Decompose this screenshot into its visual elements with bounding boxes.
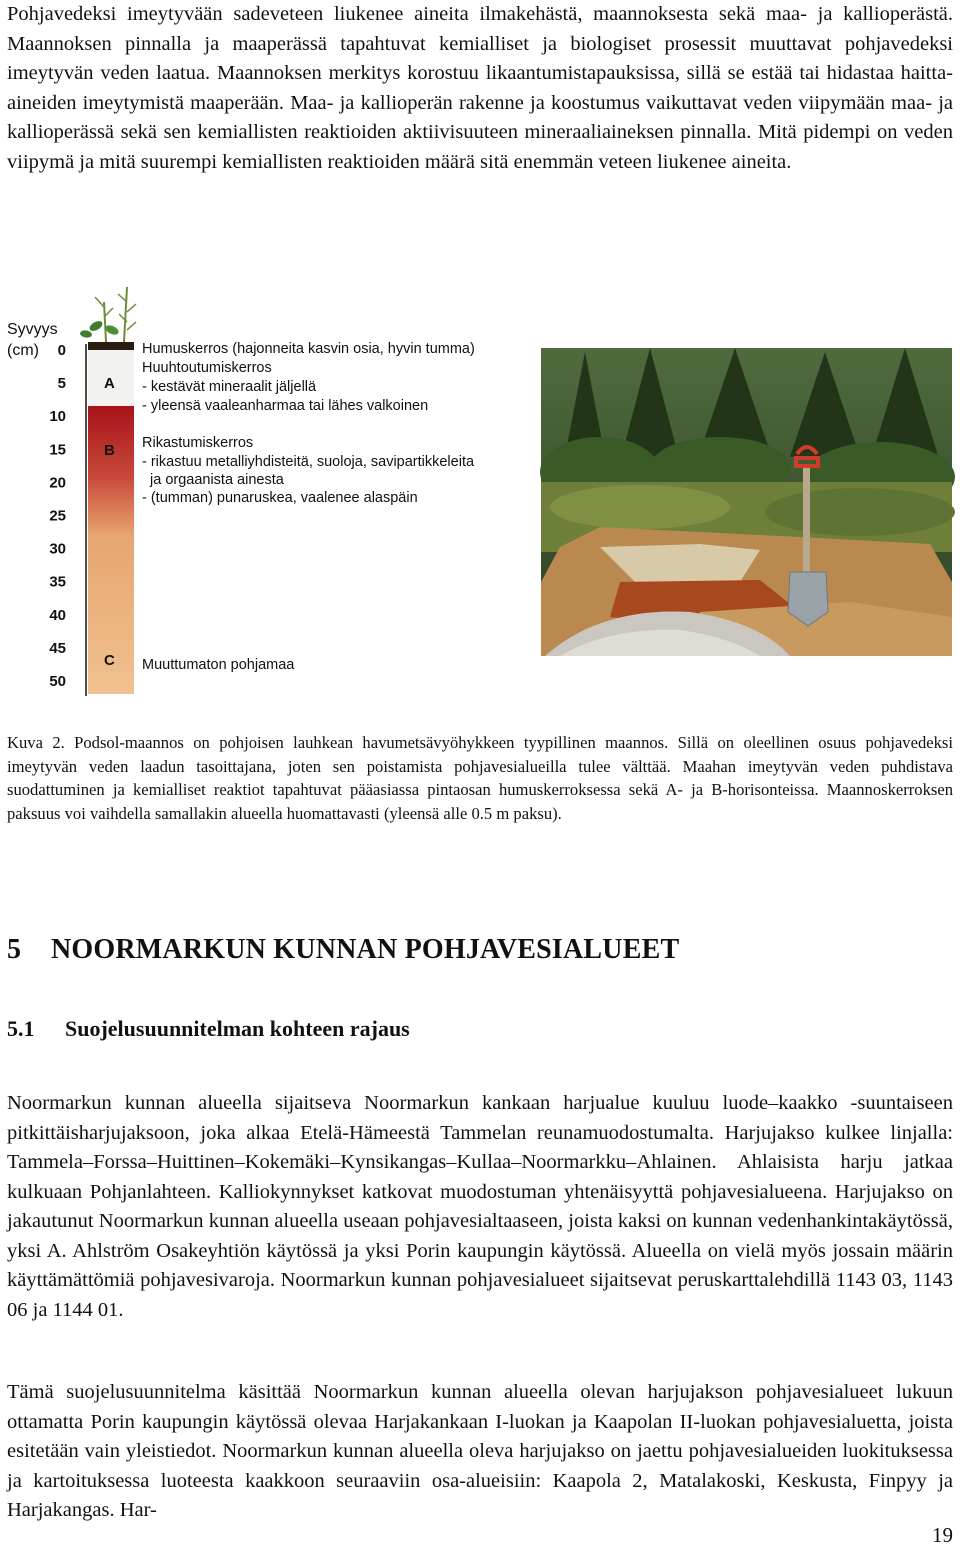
label-parent-material: Muuttumaton pohjamaa xyxy=(142,657,295,673)
depth-axis-title: Syvyys xyxy=(7,321,58,338)
subsection-title: Suojelusuunnitelman kohteen rajaus xyxy=(65,1016,410,1041)
subsection-heading xyxy=(7,1016,410,1042)
label-illuvial-line1: - rikastuu metalliyhdisteitä, suoloja, savipartikkeleita xyxy=(142,454,475,470)
section-number: 5 xyxy=(7,934,22,965)
body-paragraph-2: Tämä suojelusuunnitelma käsittää Noormarkun kunnan alueella olevan harjujakson pohjavesialueet lukuun ottamatta Porin kaupungin käytössä olevaa Harjakankaan I-luokan ja Kaapolan II-luokan pohjavesialuetta, joista esitetään vain yleistiedot. Noormarkun kunnan alueella oleva harjujakso on jaettu pohjavesialueiden luokituksessa ja kartoituksessa luoteesta kaakkoon seuraaviin osa-alueisiin: Kaapola 2, Matalakoski, Keskusta, Finpyy ja Harjakangas. Har- xyxy=(7,1381,953,1521)
page-number: 19 xyxy=(932,1523,953,1547)
seedling-icon xyxy=(79,287,136,342)
depth-ticks xyxy=(49,342,66,690)
label-illuvial-title: Rikastumiskerros xyxy=(142,435,254,451)
illuvial-layer xyxy=(88,406,134,536)
soil-pit-photo xyxy=(540,348,955,656)
figure-caption: Kuva 2. Podsol-maannos on pohjoisen lauhkean havumetsävyöhykkeen tyypillinen maannos. Sillä on oleellinen osuus pohjavedeksi imeytyvän veden laadun tasoittajana, joten sen poistamista pohjavesialueilla tulee välttää. Maahan imeytyvän veden puhdistava suodattuminen ja kemialliset reaktiot tapahtuvat pääasiassa pintaosan humuskerroksessa sekä A- ja B-horisonteissa. Maannoskerroksen paksuus voi vaihdella samallakin alueella huomattavasti (yleensä alle 0.5 m paksu). xyxy=(7,733,953,823)
depth-tick-label: 50 xyxy=(49,673,66,690)
section-title: NOORMARKUN KUNNAN POHJAVESIALUEET xyxy=(51,934,680,965)
label-eluvial-title: Huuhtoutumiskerros xyxy=(142,360,272,376)
depth-tick-label: 45 xyxy=(49,639,66,657)
parent-material-layer xyxy=(88,536,134,694)
body-paragraph-1: Noormarkun kunnan alueella sijaitseva Noormarkun kankaan harjualue kuuluu luode–kaakko -suuntaiseen pitkittäisharjujaksoon, joka alkaa Etelä-Hämeestä Tammelan reunamuodostumalta. Harjujakso kulkee linjalla: Tammela–Forssa–Huittinen–Kokemäki–Kynsikangas–Kullaa–Noormarkku–Ahlainen. Ahlaisista harju jatkaa kulkuaan Pohjanlahteen. Kalliokynnykset katkovat muodostuman yhtenäisyyttä pohjavesialueena. Harjujakso on jakautunut Noormarkun kunnan alueella useaan pohjavesialtaaseen, joista kaksi on kunnan vedenhankintakäytössä, yksi A. Ahlström Osakeyhtiön käytössä ja yksi Porin kaupungin käytössä. Alueella on vielä myös jossain määrin käyttämättömiä pohjavesivaroja. Noormarkun kunnan pohjavesialueet sijaitsevat peruskarttalehdillä 1143 03, 1143 06 ja 1144 01. xyxy=(7,1092,953,1321)
podzol-soil-figure xyxy=(0,282,960,702)
depth-tick-label: 40 xyxy=(49,606,66,624)
horizon-label-a: A xyxy=(104,375,115,392)
label-humus: Humuskerros (hajonneita kasvin osia, hyvin tumma) xyxy=(142,341,475,357)
depth-axis-unit: (cm) xyxy=(7,342,39,359)
depth-tick-label: 35 xyxy=(49,573,66,591)
section-heading xyxy=(7,934,679,966)
depth-tick-label: 10 xyxy=(49,408,66,426)
label-eluvial-line1: - kestävät mineraalit jäljellä xyxy=(142,379,317,395)
subsection-number: 5.1 xyxy=(7,1016,35,1041)
depth-tick-label: 30 xyxy=(49,540,66,558)
soil-profile-column xyxy=(86,342,134,696)
humus-layer xyxy=(88,342,134,350)
label-illuvial-line2: ja orgaanista ainesta xyxy=(150,472,284,488)
depth-tick-label: 0 xyxy=(57,342,66,359)
label-illuvial-line3: - (tumman) punaruskea, vaalenee alaspäin xyxy=(142,490,418,506)
depth-tick-label: 25 xyxy=(49,507,66,525)
depth-tick-label: 15 xyxy=(49,441,66,459)
depth-tick-label: 20 xyxy=(49,474,66,492)
intro-paragraph: Pohjavedeksi imeytyvään sadeveteen liukenee aineita ilmakehästä, maannoksesta sekä maa- ja kallioperästä. Maannoksen pinnalla ja maaperässä tapahtuvat kemialliset ja biologiset prosessit muuttavat pohjavedeksi imeytyvän veden laatua. Maannoksen merkitys korostuu likaantumistapauksissa, sillä se estää tai hidastaa haitta-aineiden imeytymistä maaperään. Maa- ja kallioperän rakenne ja koostumus vaikuttavat veden viipymään maa- ja kallioperässä sekä sen kemiallisten reaktioiden aktiivisuuteen mineraaliaineksen pinnalla. Mitä pidempi on veden viipymä ja mitä suurempi kemiallisten reaktioiden määrä sitä enemmän veteen liukenee aineita. xyxy=(7,3,953,173)
depth-tick-label: 5 xyxy=(57,375,66,393)
horizon-label-c: C xyxy=(104,652,115,669)
label-eluvial-line2: - yleensä vaaleanharmaa tai lähes valkoinen xyxy=(142,398,429,414)
horizon-label-b: B xyxy=(104,442,115,459)
